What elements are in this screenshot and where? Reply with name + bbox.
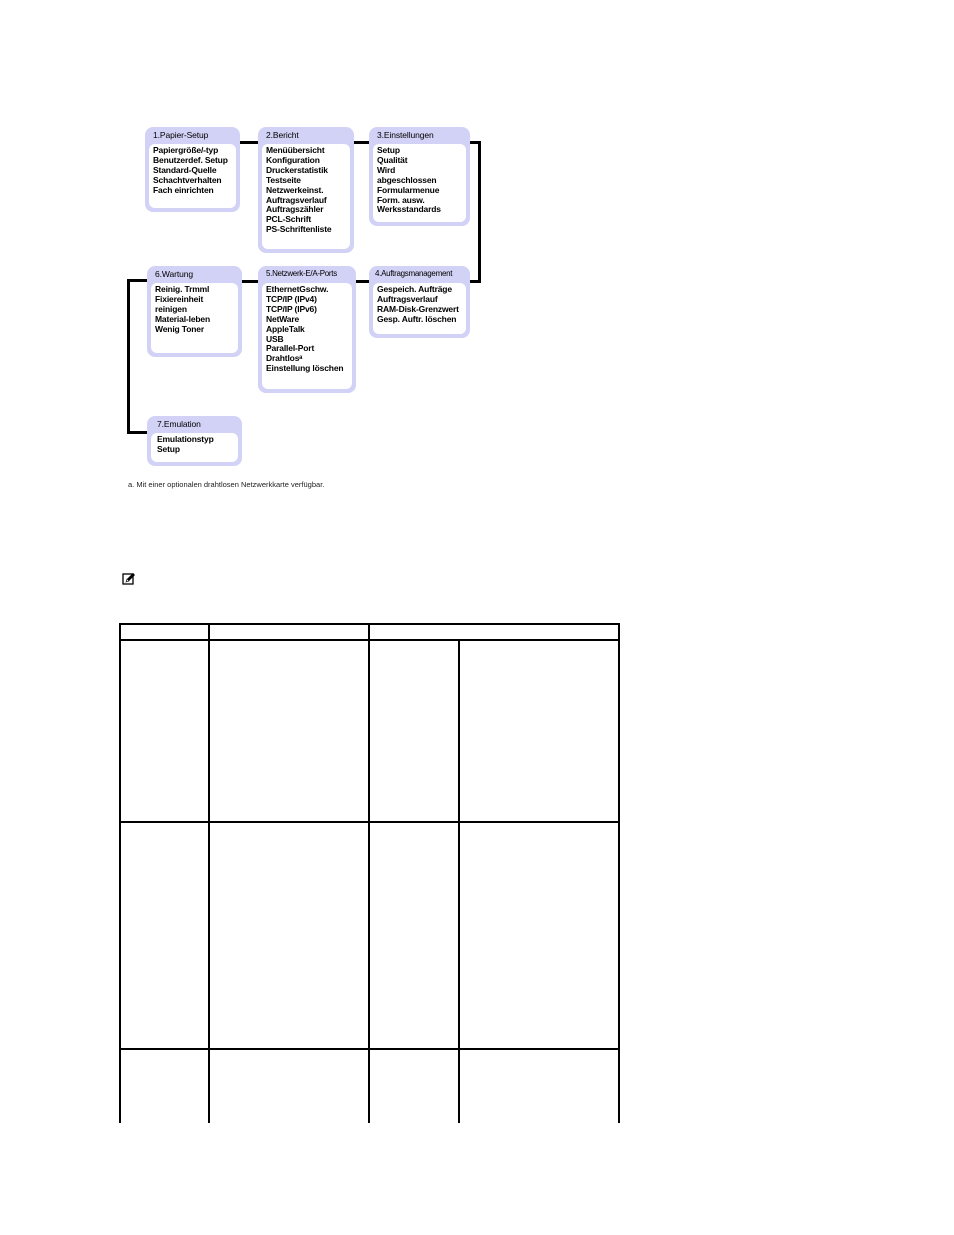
connector-6-left bbox=[127, 279, 149, 282]
menu-box-title: 2.Bericht bbox=[266, 130, 299, 140]
menu-box-items bbox=[151, 283, 238, 353]
menu-item: EthernetGschw. bbox=[266, 284, 329, 294]
table-right-border bbox=[618, 623, 620, 1123]
menu-box-items bbox=[262, 144, 350, 249]
menu-item: Druckerstatistik bbox=[266, 164, 328, 175]
menu-box-wartung bbox=[147, 266, 242, 357]
table-left-border bbox=[119, 623, 121, 1123]
menu-item: Drahtlosᵃ bbox=[266, 353, 303, 364]
menu-item: Fixiereinheit bbox=[155, 293, 204, 304]
connector-left-vertical bbox=[127, 279, 130, 434]
menu-item: PS-Schriftenliste bbox=[266, 224, 332, 235]
menu-item: Konfiguration bbox=[266, 154, 320, 165]
menu-box-title: 3.Einstellungen bbox=[377, 130, 434, 140]
menu-item: Auftragsverlauf bbox=[266, 194, 327, 205]
menu-item: AppleTalk bbox=[266, 323, 305, 334]
menu-item: Benutzerdef. Setup bbox=[153, 154, 228, 165]
menu-box-title: 6.Wartung bbox=[155, 269, 193, 279]
menu-item: TCP/IP (IPv6) bbox=[266, 303, 317, 314]
menu-box-items bbox=[373, 144, 466, 222]
pencil-note-icon bbox=[122, 572, 136, 586]
menu-map-diagram bbox=[0, 0, 954, 500]
menu-box-bericht bbox=[258, 127, 354, 253]
menu-box-papier-setup bbox=[145, 127, 240, 212]
menu-box-title: 7.Emulation bbox=[157, 419, 201, 429]
menu-item: Schachtverhalten bbox=[153, 174, 222, 185]
menu-item: PCL-Schrift bbox=[266, 214, 312, 225]
menu-item: Menüübersicht bbox=[266, 145, 325, 155]
menu-item: Gespeich. Aufträge bbox=[377, 284, 452, 294]
settings-table bbox=[119, 623, 620, 1123]
menu-item: Material-leben bbox=[155, 313, 211, 324]
table-column-border bbox=[368, 623, 370, 1123]
connector-left-7 bbox=[127, 431, 149, 434]
menu-box-einstellungen bbox=[369, 127, 470, 226]
menu-box-title: 4.Auftragsmanagement bbox=[375, 269, 453, 278]
menu-item: Setup bbox=[157, 443, 180, 454]
menu-item: TCP/IP (IPv4) bbox=[266, 293, 317, 304]
menu-item: USB bbox=[266, 333, 284, 344]
connector-1-2 bbox=[239, 141, 260, 144]
menu-item: reinigen bbox=[155, 303, 187, 314]
table-column-border bbox=[208, 623, 210, 1123]
menu-item: Auftragsverlauf bbox=[377, 293, 438, 304]
menu-box-auftragsmanagement bbox=[369, 266, 470, 338]
menu-box-items bbox=[373, 283, 466, 334]
menu-box-title: 1.Papier-Setup bbox=[153, 130, 209, 140]
connector-right-vertical bbox=[478, 141, 481, 283]
menu-item: Gesp. Auftr. löschen bbox=[377, 313, 457, 324]
menu-item: Wenig Toner bbox=[155, 323, 205, 334]
menu-item: Testseite bbox=[266, 174, 301, 185]
menu-item: Emulationstyp bbox=[157, 434, 214, 444]
menu-item: Werksstandards bbox=[377, 204, 441, 215]
menu-item: Setup bbox=[377, 145, 400, 155]
menu-box-title: 5.Netzwerk-E/A-Ports bbox=[266, 269, 337, 278]
menu-item: Wird bbox=[377, 164, 396, 175]
menu-box-items bbox=[262, 283, 352, 389]
table-subcolumn-border bbox=[458, 639, 460, 1123]
menu-item: Reinig. Trmml bbox=[155, 284, 210, 294]
diagram-footnote: a. Mit einer optionalen drahtlosen Netzwerkkarte verfügbar. bbox=[128, 480, 325, 489]
menu-box-netzwerk bbox=[258, 266, 356, 393]
menu-item: Einstellung löschen bbox=[266, 363, 344, 374]
menu-item: Form. ausw. bbox=[377, 194, 425, 205]
menu-item: Formularmenue bbox=[377, 184, 440, 195]
menu-item: RAM-Disk-Grenzwert bbox=[377, 303, 459, 314]
menu-item: Papiergröße/-typ bbox=[153, 145, 219, 155]
menu-box-emulation bbox=[147, 416, 242, 466]
menu-item: Parallel-Port bbox=[266, 343, 315, 354]
menu-box-items bbox=[151, 433, 238, 462]
menu-box-items bbox=[149, 144, 236, 208]
connector-5-6 bbox=[239, 280, 260, 283]
menu-item: Qualität bbox=[377, 154, 408, 165]
menu-item: abgeschlossen bbox=[377, 174, 437, 185]
menu-item: Standard-Quelle bbox=[153, 164, 217, 175]
menu-item: Netzwerkeinst. bbox=[266, 184, 324, 195]
menu-item: Auftragszähler bbox=[266, 204, 324, 215]
menu-item: NetWare bbox=[266, 313, 300, 324]
menu-item: Fach einrichten bbox=[153, 184, 214, 195]
